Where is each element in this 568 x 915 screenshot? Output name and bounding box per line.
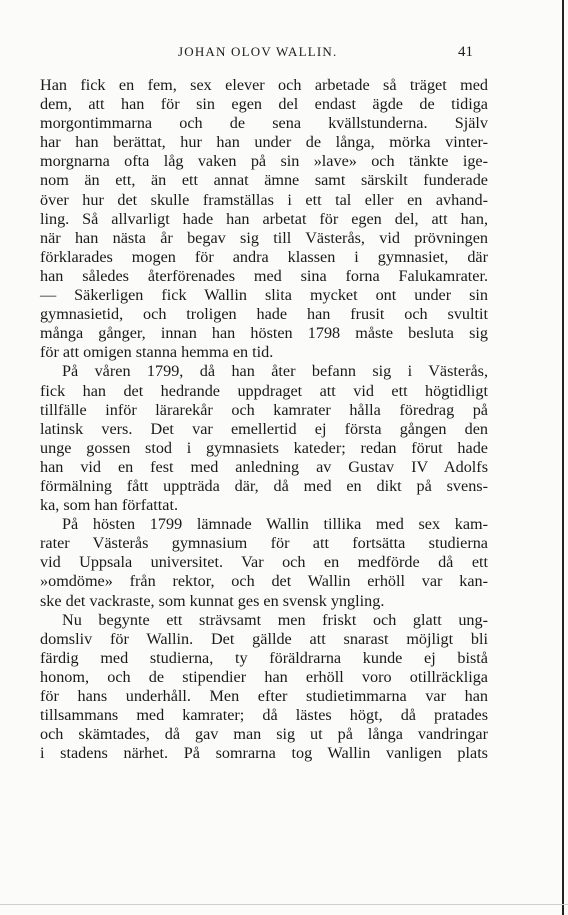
text-line: På våren 1799, då han åter befann sig i Västerås, [62, 362, 488, 381]
text-line: många gånger, innan han hösten 1798 måste besluta sig [40, 324, 488, 343]
page-edge-right [562, 0, 564, 915]
text-line: — Säkerligen fick Wallin slita mycket ont under sin [40, 286, 488, 305]
text-line: Nu begynte ett strävsamt men friskt och glatt ung- [62, 610, 488, 629]
text-line: över hur det skulle framställas i ett tal eller en avhand- [40, 190, 488, 209]
text-line: gymnasietid, och troligen hade han frusit och svultit [40, 305, 488, 324]
text-line: latinsk vers. Det var emellertid ej första gången den [40, 419, 488, 438]
text-line: han således återförenades med sina forna Falukamrater. [40, 266, 488, 285]
text-line: »omdöme» från rektor, och det Wallin erhöll var kan- [40, 572, 488, 591]
text-line: vid Uppsala universitet. Var och en medförde då ett [40, 553, 488, 572]
text-line: morgnarna ofta låg vaken på sin »lave» och tänkte ige- [40, 152, 488, 171]
text-line: fick han det hedrande uppdraget att vid ett högtidligt [40, 381, 488, 400]
text-line: unge gossen stod i gymnasiets kateder; redan förut hade [40, 438, 488, 457]
text-line: domsliv för Wallin. Det gällde att snarast möjligt bli [40, 629, 488, 648]
text-line: för att omigen stanna hemma en tid. [40, 343, 274, 362]
text-line: ka, som han författat. [40, 496, 178, 515]
text-line: tillsammans med kamrater; då lästes högt, då pratades [40, 706, 488, 725]
text-line: honom, och de stipendier han erhöll voro otillräckliga [40, 667, 488, 686]
page-edge-bottom [0, 904, 568, 905]
text-line: förmälning fått uppträda där, då med en dikt på svens- [40, 476, 488, 495]
text-line: för hans underhåll. Men efter studietimmarna var han [40, 687, 488, 705]
running-head: JOHAN OLOV WALLIN. [178, 44, 338, 59]
text-line: dem, att han för sin egen del endast ägde de tidiga [40, 95, 488, 114]
text-line: På hösten 1799 lämnade Wallin tillika med sex kam- [62, 515, 488, 534]
body-text [40, 76, 488, 763]
text-line: i stadens närhet. På somrarna tog Wallin vanligen plats [40, 744, 488, 763]
text-line: ske det vackraste, som kunnat ges en svensk yngling. [40, 591, 385, 610]
text-line: Han fick en fem, sex elever och arbetade så träget med [40, 76, 488, 94]
text-line: har han berättat, hur han under de långa, mörka vinter- [40, 133, 488, 152]
text-line: när han nästa år begav sig till Västerås, vid prövningen [40, 228, 488, 247]
page-number: 41 [458, 44, 473, 60]
text-line: och skämtades, då gav man sig ut på långa vandringar [40, 725, 488, 744]
text-line: ling. Så allvarligt hade han arbetat för egen del, att han, [40, 209, 488, 228]
text-line: nom än ett, än ett annat ämne samt särskilt funderade [40, 171, 488, 190]
text-line: han vid en fest med anledning av Gustav IV Adolfs [40, 457, 488, 476]
text-line: morgontimmarna och de sena kvällstunderna. Själv [40, 114, 488, 133]
text-line: färdig med studierna, ty föräldrarna kunde ej bistå [40, 648, 488, 667]
text-line: tillfälle inför lärarekår och kamrater hålla föredrag på [40, 400, 488, 419]
text-line: rater Västerås gymnasium för att fortsätta studierna [40, 534, 488, 553]
text-line: förklarades mogen för andra klassen i gymnasiet, där [40, 247, 488, 266]
